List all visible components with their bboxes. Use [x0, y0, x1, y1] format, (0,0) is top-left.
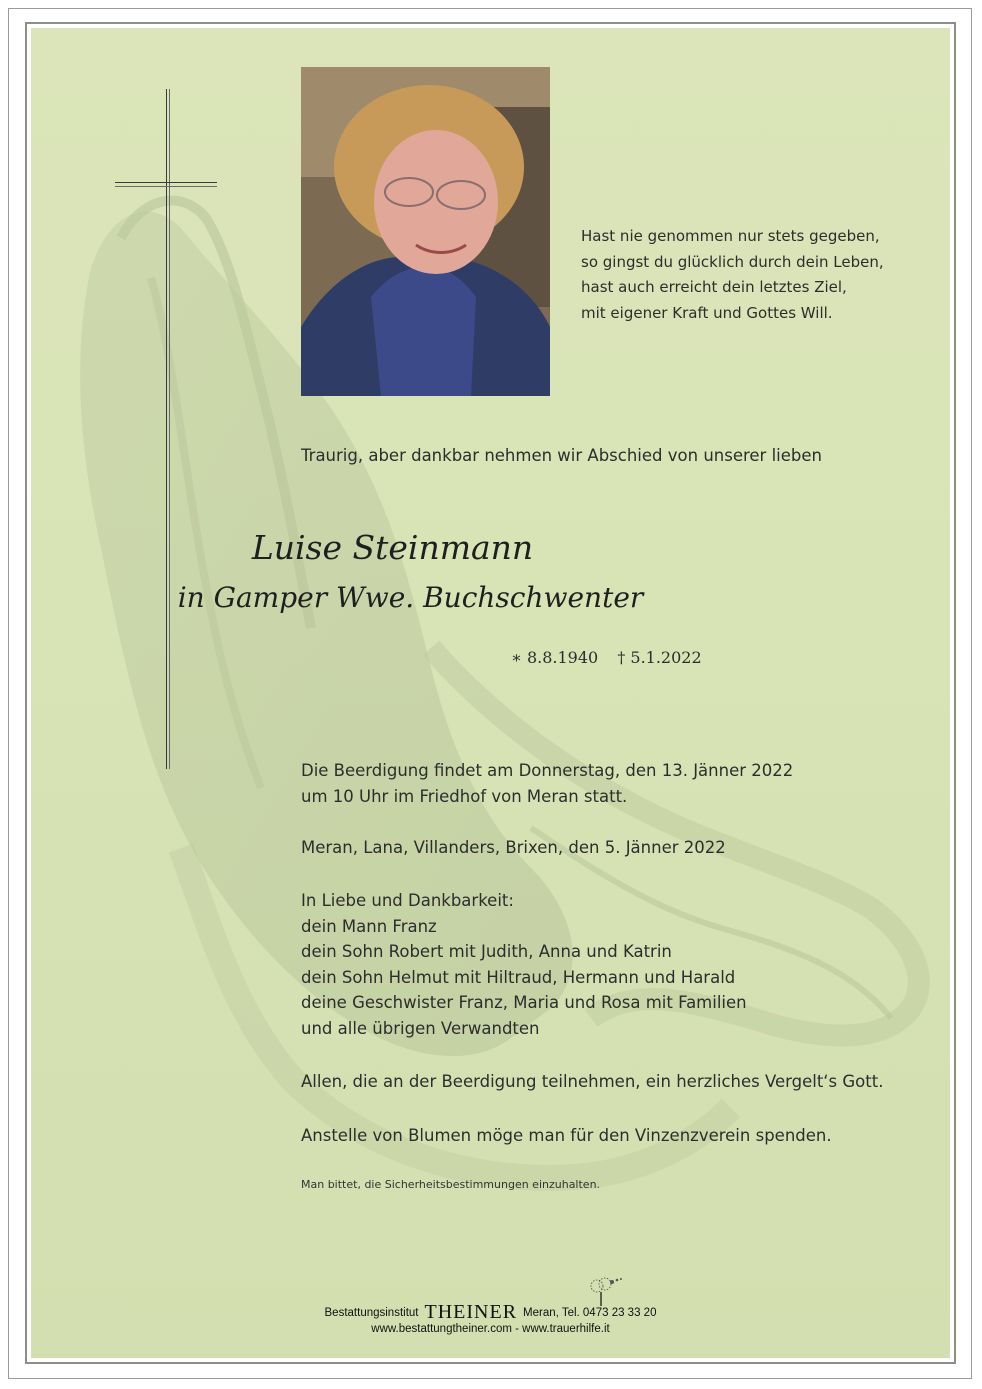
funeral-line: um 10 Uhr im Friedhof von Meran statt. [301, 786, 628, 806]
deceased-name: Luise Steinmann [251, 528, 534, 567]
cross-vertical-bar [166, 89, 167, 769]
place-date-line: Meran, Lana, Villanders, Brixen, den 5. Jänner 2022 [301, 838, 726, 857]
poem-line: Hast nie genommen nur stets gegeben, [581, 227, 880, 245]
funeral-info [301, 758, 793, 809]
portrait-photo [301, 67, 550, 396]
mourner-line: und alle übrigen Verwandten [301, 1018, 540, 1038]
birth-date: ∗ 8.8.1940 [511, 648, 599, 667]
mourner-line: dein Mann Franz [301, 916, 437, 936]
thanks-line: Allen, die an der Beerdigung teilnehmen, ein herzliches Vergelt‘s Gott. [301, 1072, 884, 1091]
safety-note: Man bittet, die Sicherheitsbestimmungen einzuhalten. [301, 1178, 601, 1191]
funeral-home-line [31, 1301, 950, 1324]
funeral-home-contact: Meran, Tel. 0473 23 33 20 [523, 1307, 657, 1319]
funeral-line: Die Beerdigung findet am Donnerstag, den 13. Jänner 2022 [301, 761, 794, 780]
donation-line: Anstelle von Blumen möge man für den Vinzenzverein spenden. [301, 1126, 832, 1145]
poem-block [581, 224, 884, 326]
poem-line: mit eigener Kraft und Gottes Will. [581, 303, 833, 322]
funeral-home-websites[interactable]: www.bestattungtheiner.com - www.trauerhilfe.it [371, 1323, 610, 1335]
mourner-line: deine Geschwister Franz, Maria und Rosa mit Familien [301, 993, 747, 1012]
deceased-married-name: in Gamper Wwe. Buchschwenter [177, 581, 644, 614]
poem-line: so gingst du glücklich durch dein Leben, [581, 252, 884, 271]
poem-line: hast auch erreicht dein letztes Ziel, [581, 278, 847, 296]
obituary-card [31, 28, 950, 1358]
death-date: † 5.1.2022 [617, 648, 702, 667]
cross-horizontal-bar [115, 182, 217, 183]
place-date [301, 835, 726, 861]
mourner-line: dein Sohn Helmut mit Hiltraud, Hermann und Harald [301, 967, 736, 987]
mourner-line: dein Sohn Robert mit Judith, Anna und Katrin [301, 942, 672, 961]
intro-text: Traurig, aber dankbar nehmen wir Abschied von unserer lieben [301, 446, 822, 465]
funeral-home-brand: THEINER [424, 1301, 518, 1323]
mourner-line: In Liebe und Dankbarkeit: [301, 891, 514, 910]
donation-text [301, 1123, 832, 1149]
life-dates [511, 648, 716, 667]
mourners-list [301, 888, 747, 1041]
funeral-home-prefix: Bestattungsinstitut [324, 1307, 419, 1319]
thanks-text [301, 1069, 883, 1095]
